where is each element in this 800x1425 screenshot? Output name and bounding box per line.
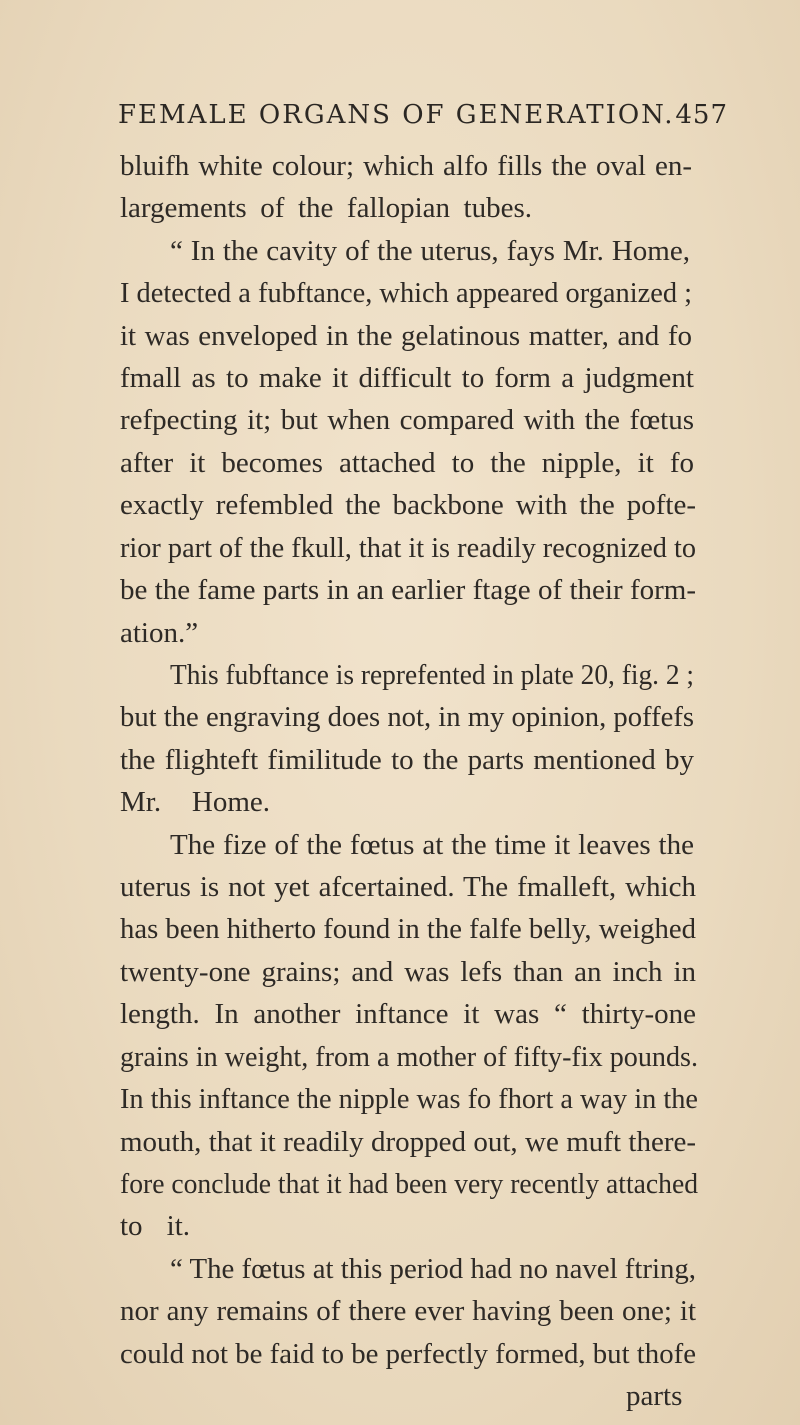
text-line: has been hitherto found in the falfe belly, weighed xyxy=(120,913,696,945)
text-line: length. In another inftance it was “ thirty-one xyxy=(120,998,696,1030)
text-line: bluifh white colour; which alfo fills the oval en- xyxy=(120,150,692,182)
page-header xyxy=(118,100,728,140)
text-line: “ The fœtus at this period had no navel ftring, xyxy=(170,1253,697,1285)
text-line: rior part of the fkull, that it is readily recognized to xyxy=(120,532,696,564)
text-line: but the engraving does not, in my opinion, poffefs xyxy=(120,701,695,733)
text-line: largements of the fallopian tubes. xyxy=(120,192,532,224)
text-line: mouth, that it readily dropped out, we muft there- xyxy=(120,1126,696,1158)
text-line: I detected a fubftance, which appeared organized ; xyxy=(120,277,693,309)
text-line: could not be faid to be perfectly formed, but thofe xyxy=(120,1338,696,1370)
text-line: parts xyxy=(626,1380,683,1412)
text-line: fore conclude that it had been very recently attached xyxy=(120,1168,699,1200)
text-line: exactly refembled the backbone with the pofte- xyxy=(120,489,696,521)
text-line: to it. xyxy=(120,1210,190,1242)
text-line: after it becomes attached to the nipple, it fo xyxy=(120,447,694,479)
text-line: “ In the cavity of the uterus, fays Mr. Home, xyxy=(170,235,690,267)
text-line: The fize of the fœtus at the time it leaves the xyxy=(170,829,694,861)
text-line: fmall as to make it difficult to form a judgment xyxy=(120,362,694,394)
text-line: uterus is not yet afcertained. The fmalleft, which xyxy=(120,871,696,903)
text-line: be the fame parts in an earlier ftage of their form- xyxy=(120,574,696,606)
text-line: it was enveloped in the gelatinous matter, and fo xyxy=(120,320,692,352)
text-line: grains in weight, from a mother of fifty-fix pounds. xyxy=(120,1041,699,1073)
text-line: nor any remains of there ever having been one; it xyxy=(120,1295,696,1327)
text-line: the flighteft fimilitude to the parts mentioned by xyxy=(120,744,694,776)
text-line: Mr. Home. xyxy=(120,786,270,818)
text-line: twenty-one grains; and was lefs than an inch in xyxy=(120,956,696,988)
text-line: In this inftance the nipple was fo fhort a way in the xyxy=(120,1083,699,1115)
text-line: refpecting it; but when compared with the fœtus xyxy=(120,404,694,436)
page-number: 457 xyxy=(675,100,728,130)
text-line: ation.” xyxy=(120,617,199,649)
running-title: FEMALE ORGANS OF GENERATION. xyxy=(118,100,675,130)
text-line: This fubftance is reprefented in plate 20, fig. 2 ; xyxy=(170,659,694,691)
